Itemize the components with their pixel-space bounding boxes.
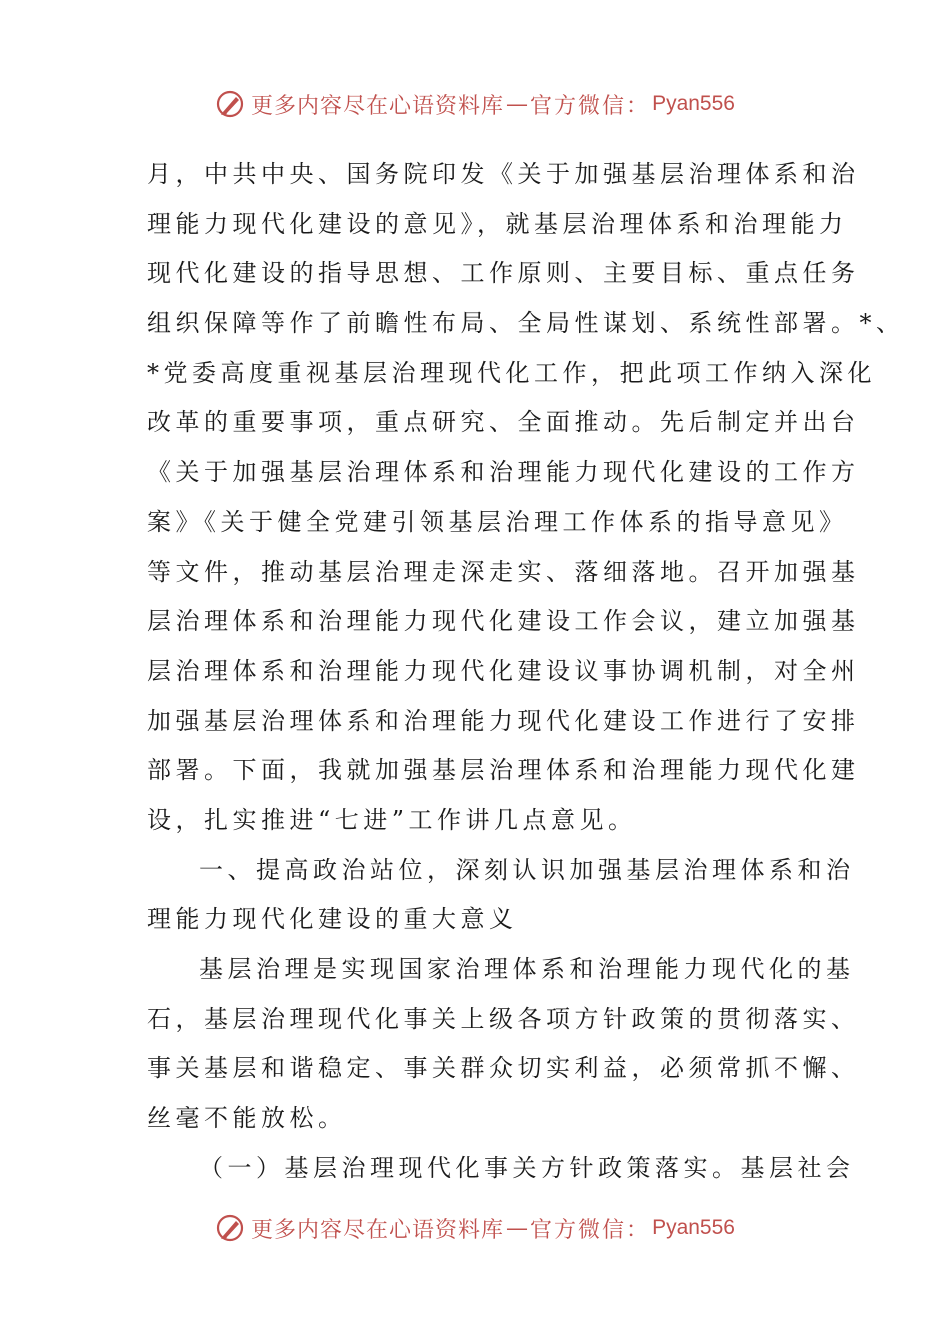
wechat-id: Pyan556 <box>652 1216 735 1239</box>
wechat-label: 官方微信 <box>530 1217 627 1243</box>
section-heading-line: 一、提高政治站位，深刻认识加强基层治理体系和治 <box>199 855 855 884</box>
text-line: 丝毫不能放松。 <box>147 1104 347 1133</box>
text-line: 设，扎实推进“七进”工作讲几点意见。 <box>147 805 637 834</box>
promo-text: 更多内容尽在心语资料库 <box>251 1217 505 1243</box>
text-line: 加强基层治理体系和治理能力现代化建设工作进行了安排 <box>147 706 860 735</box>
text-line: 事关基层和谐稳定、事关群众切实利益，必须常抓不懈、 <box>147 1054 860 1083</box>
separator-dash: — <box>506 91 529 117</box>
subsection-heading-line: （一）基层治理现代化事关方针政策落实。基层社会 <box>199 1153 855 1182</box>
pen-circle-logo-icon <box>215 89 245 119</box>
promo-text: 更多内容尽在心语资料库 <box>251 93 505 119</box>
text-line: 月，中共中央、国务院印发《关于加强基层治理体系和治 <box>147 160 860 188</box>
text-line: 层治理体系和治理能力现代化建设议事协调机制，对全州 <box>147 656 860 685</box>
text-line: 《关于加强基层治理体系和治理能力现代化建设的工作方 <box>147 458 860 487</box>
pen-circle-logo-icon <box>215 1213 245 1243</box>
separator-dash: — <box>506 1215 529 1241</box>
document-body <box>147 150 905 1193</box>
text-line: 改革的重要事项，重点研究、全面推动。先后制定并出台 <box>147 408 860 437</box>
text-line: 现代化建设的指导思想、工作原则、主要目标、重点任务 <box>147 259 860 288</box>
footer-watermark-banner <box>0 1208 950 1248</box>
text-line: 部署。下面，我就加强基层治理体系和治理能力现代化建 <box>147 756 860 785</box>
section-heading-line: 理能力现代化建设的重大意义 <box>147 905 518 934</box>
text-line: 组织保障等作了前瞻性布局、全局性谋划、系统性部署。*、 <box>147 309 905 338</box>
text-line: 层治理体系和治理能力现代化建设工作会议，建立加强基 <box>147 607 860 636</box>
colon: ： <box>626 93 649 119</box>
colon: ： <box>626 1217 649 1243</box>
header-watermark-banner <box>0 84 950 124</box>
text-line: 等文件，推动基层治理走深走实、落细落地。召开加强基 <box>147 557 860 586</box>
text-line: *党委高度重视基层治理现代化工作，把此项工作纳入深化 <box>147 358 876 387</box>
text-line: 理能力现代化建设的意见》，就基层治理体系和治理能力 <box>147 209 848 238</box>
text-line: 案》《关于健全党建引领基层治理工作体系的指导意见》 <box>147 507 848 536</box>
text-line: 基层治理是实现国家治理体系和治理能力现代化的基 <box>199 955 855 983</box>
wechat-id: Pyan556 <box>652 92 735 115</box>
text-line: 石，基层治理现代化事关上级各项方针政策的贯彻落实、 <box>147 1004 860 1033</box>
wechat-label: 官方微信 <box>530 93 627 119</box>
